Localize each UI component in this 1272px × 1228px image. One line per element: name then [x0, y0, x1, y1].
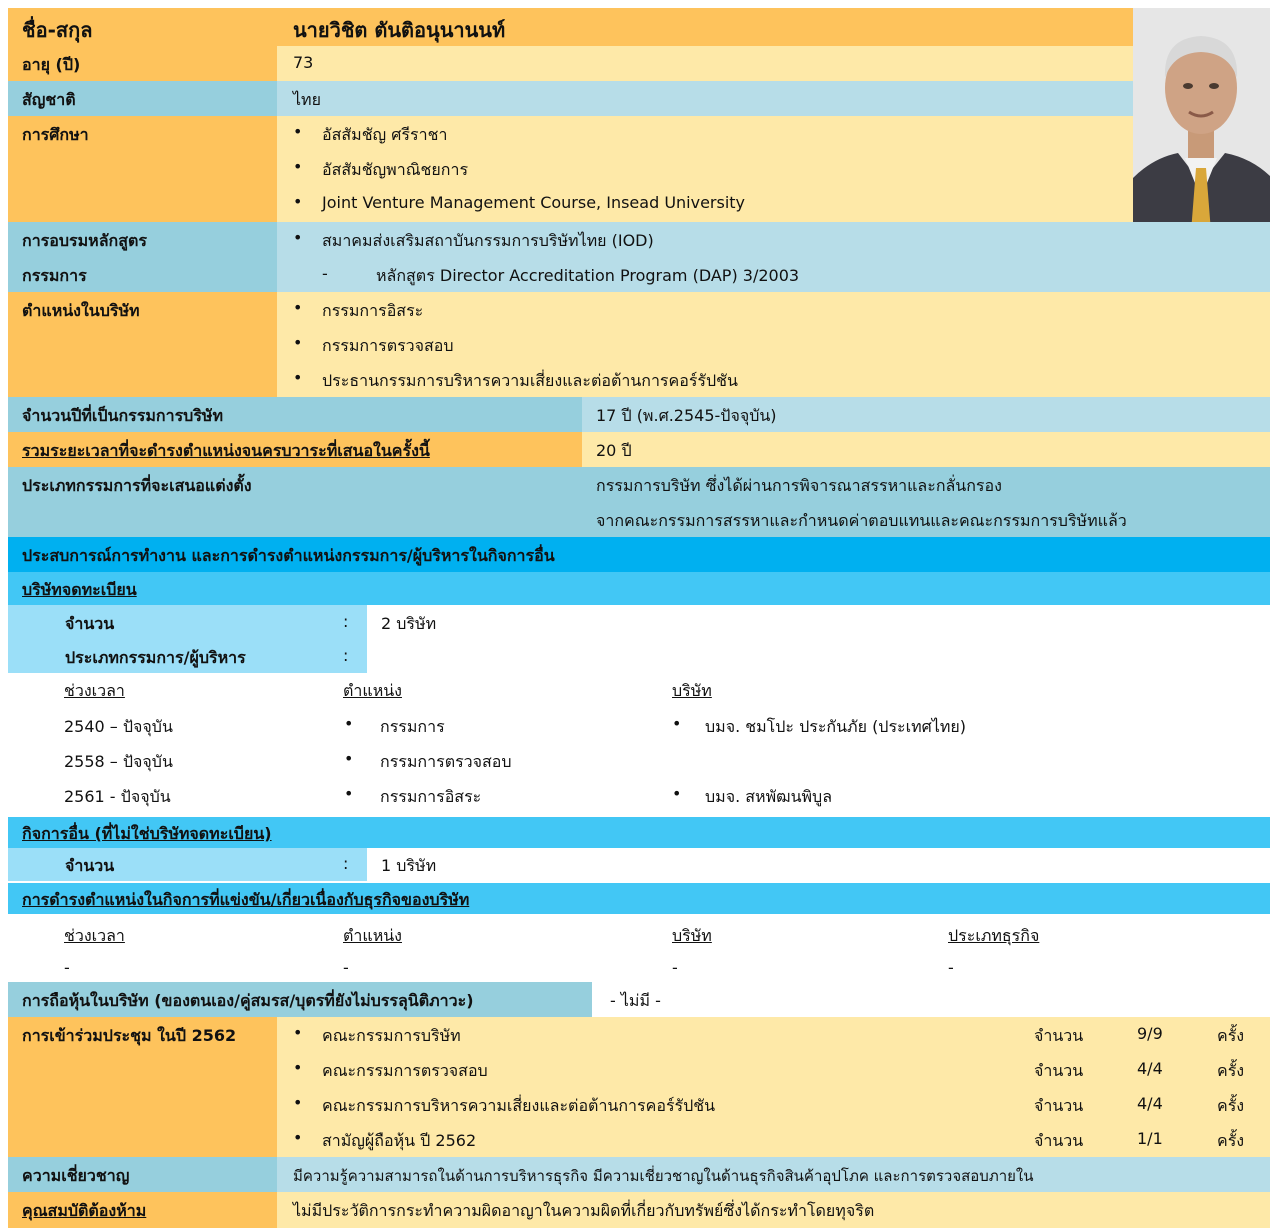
colon: : [343, 646, 349, 665]
education-item: อัสสัมชัญพาณิชยการ [322, 160, 469, 179]
nationality-row [8, 81, 1133, 116]
meeting-name: คณะกรรมการบริหารความเสี่ยงและต่อต้านการคอร์รัปชัน [322, 1096, 716, 1115]
total-term-label: รวมระยะเวลาที่จะดำรงตำแหน่งจนครบวาระที่เสนอในครั้งนี้ [22, 441, 430, 460]
empty-value: - [64, 958, 70, 977]
col-position-header: ตำแหน่ง [343, 926, 402, 945]
history-period: 2540 – ปัจจุบัน [64, 717, 173, 736]
years-director-value: 17 ปี (พ.ศ.2545-ปัจจุบัน) [596, 406, 777, 425]
training-sub-item: หลักสูตร Director Accreditation Program (DAP) 3/2003 [376, 266, 800, 285]
history-position: กรรมการ [380, 717, 445, 736]
portrait-image [1133, 8, 1270, 232]
shareholding-value: - ไม่มี - [610, 991, 661, 1010]
bullet-icon: • [293, 1058, 303, 1077]
director-type-label: ประเภทกรรมการที่จะเสนอแต่งตั้ง [22, 476, 252, 495]
meeting-unit: ครั้ง [1217, 1061, 1245, 1080]
nationality-value: ไทย [293, 90, 321, 109]
other-count-value: 1 บริษัท [381, 856, 437, 875]
listed-companies-title: บริษัทจดทะเบียน [22, 580, 137, 599]
training-label-line1: การอบรมหลักสูตร [22, 231, 147, 250]
position-label: ตำแหน่งในบริษัท [22, 301, 140, 320]
bullet-icon: • [672, 784, 682, 803]
meeting-count-label: จำนวน [1034, 1131, 1084, 1150]
colon: : [343, 612, 349, 631]
other-count-row [8, 848, 1270, 881]
dash-marker: - [322, 264, 328, 283]
bullet-icon: • [293, 228, 303, 247]
bullet-icon: • [293, 157, 303, 176]
colon: : [343, 854, 349, 873]
listed-count-value: 2 บริษัท [381, 614, 437, 633]
age-row [8, 46, 1133, 81]
shareholding-label: การถือหุ้นในบริษัท (ของตนเอง/คู่สมรส/บุตรที่ยังไม่บรรลุนิติภาวะ) [22, 991, 474, 1010]
years-director-row [8, 397, 1270, 432]
meeting-unit: ครั้ง [1217, 1131, 1245, 1150]
meetings-row [8, 1017, 1270, 1157]
training-label-line2: กรรมการ [22, 266, 87, 285]
other-count-label: จำนวน [65, 856, 115, 875]
meeting-name: คณะกรรมการบริษัท [322, 1026, 461, 1045]
bullet-icon: • [293, 1023, 303, 1042]
shareholding-row [8, 982, 1270, 1017]
nationality-label: สัญชาติ [22, 90, 76, 109]
competing-business-header [8, 883, 1270, 914]
education-label: การศึกษา [22, 125, 89, 144]
bullet-icon: • [344, 749, 354, 768]
bullet-icon: • [293, 333, 303, 352]
empty-value: - [343, 958, 349, 977]
training-row [8, 222, 1270, 292]
listed-type-row [8, 640, 1270, 673]
prohibited-label: คุณสมบัติต้องห้าม [22, 1201, 147, 1220]
expertise-row [8, 1157, 1270, 1192]
expertise-value: มีความรู้ความสามารถในด้านการบริหารธุรกิจ มีความเชี่ยวชาญในด้านธุรกิจสินค้าอุปโภค และการตรวจสอบภายใน [293, 1167, 1034, 1185]
history-position: กรรมการอิสระ [380, 787, 482, 806]
education-item: อัสสัมชัญ ศรีราชา [322, 125, 448, 144]
listed-companies-header [8, 572, 1270, 605]
director-name: นายวิชิต ตันติอนุนานนท์ [293, 18, 506, 42]
meeting-attendance: 4/4 [1137, 1059, 1163, 1078]
meeting-count-label: จำนวน [1034, 1096, 1084, 1115]
age-value: 73 [293, 53, 314, 72]
bullet-icon: • [344, 784, 354, 803]
meeting-unit: ครั้ง [1217, 1096, 1245, 1115]
director-type-line2: จากคณะกรรมการสรรหาและกำหนดค่าตอบแทนและคณะกรรมการบริษัทแล้ว [596, 511, 1127, 530]
bullet-icon: • [293, 298, 303, 317]
prohibited-value: ไม่มีประวัติการกระทำความผิดอาญาในความผิดที่เกี่ยวกับทรัพย์ซึ่งได้กระทำโดยทุจริต [293, 1201, 875, 1220]
meeting-count-label: จำนวน [1034, 1026, 1084, 1045]
other-business-header [8, 817, 1270, 848]
meeting-attendance: 9/9 [1137, 1024, 1163, 1043]
listed-history-table [8, 673, 1270, 806]
meeting-attendance: 1/1 [1137, 1129, 1163, 1148]
position-item: กรรมการอิสระ [322, 301, 424, 320]
col-company-header: บริษัท [672, 926, 712, 945]
training-item: สมาคมส่งเสริมสถาบันกรรมการบริษัทไทย (IOD) [322, 231, 654, 250]
education-row [8, 116, 1133, 222]
meeting-name: สามัญผู้ถือหุ้น ปี 2562 [322, 1131, 477, 1150]
bullet-icon: • [344, 714, 354, 733]
prohibited-row [8, 1192, 1270, 1228]
meeting-attendance: 4/4 [1137, 1094, 1163, 1113]
bullet-icon: • [293, 368, 303, 387]
expertise-label: ความเชี่ยวชาญ [22, 1166, 130, 1185]
director-photo [1133, 8, 1270, 232]
experience-header [8, 537, 1270, 572]
education-item: Joint Venture Management Course, Insead University [322, 193, 746, 212]
col-company-header: บริษัท [672, 681, 712, 700]
meetings-label: การเข้าร่วมประชุม ในปี 2562 [22, 1026, 237, 1045]
position-item: กรรมการตรวจสอบ [322, 336, 454, 355]
name-row [8, 8, 1133, 46]
age-label: อายุ (ปี) [22, 55, 81, 74]
bullet-icon: • [293, 1093, 303, 1112]
position-item: ประธานกรรมการบริหารความเสี่ยงและต่อต้านการคอร์รัปชัน [322, 371, 738, 390]
competing-table [8, 914, 1270, 982]
director-type-line1: กรรมการบริษัท ซึ่งได้ผ่านการพิจารณาสรรหาและกลั่นกรอง [596, 476, 1002, 495]
history-company: บมจ. สหพัฒนพิบูล [705, 787, 833, 806]
competing-business-title: การดำรงตำแหน่งในกิจการที่แข่งขัน/เกี่ยวเนื่องกับธุรกิจของบริษัท [22, 890, 470, 909]
history-position: กรรมการตรวจสอบ [380, 752, 512, 771]
meeting-unit: ครั้ง [1217, 1026, 1245, 1045]
meeting-count-label: จำนวน [1034, 1061, 1084, 1080]
col-business-header: ประเภทธุรกิจ [948, 926, 1040, 945]
listed-count-label: จำนวน [65, 614, 115, 633]
position-row [8, 292, 1270, 397]
col-period-header: ช่วงเวลา [64, 926, 125, 945]
bullet-icon: • [293, 192, 303, 211]
empty-value: - [672, 958, 678, 977]
other-business-title: กิจการอื่น (ที่ไม่ใช่บริษัทจดทะเบียน) [22, 824, 272, 843]
history-period: 2561 - ปัจจุบัน [64, 787, 171, 806]
listed-count-row [8, 605, 1270, 640]
meeting-name: คณะกรรมการตรวจสอบ [322, 1061, 488, 1080]
bullet-icon: • [293, 122, 303, 141]
name-label: ชื่อ-สกุล [22, 18, 93, 42]
experience-title: ประสบการณ์การทำงาน และการดำรงตำแหน่งกรรมการ/ผู้บริหารในกิจการอื่น [22, 546, 555, 565]
history-period: 2558 – ปัจจุบัน [64, 752, 173, 771]
director-type-row [8, 467, 1270, 537]
total-term-value: 20 ปี [596, 441, 632, 460]
total-term-row [8, 432, 1270, 467]
bullet-icon: • [293, 1128, 303, 1147]
years-director-label: จำนวนปีที่เป็นกรรมการบริษัท [22, 406, 224, 425]
col-period-header: ช่วงเวลา [64, 681, 125, 700]
bullet-icon: • [672, 714, 682, 733]
empty-value: - [948, 958, 954, 977]
col-position-header: ตำแหน่ง [343, 681, 402, 700]
listed-type-label: ประเภทกรรมการ/ผู้บริหาร [65, 648, 246, 667]
history-company: บมจ. ชมโปะ ประกันภัย (ประเทศไทย) [705, 717, 967, 736]
